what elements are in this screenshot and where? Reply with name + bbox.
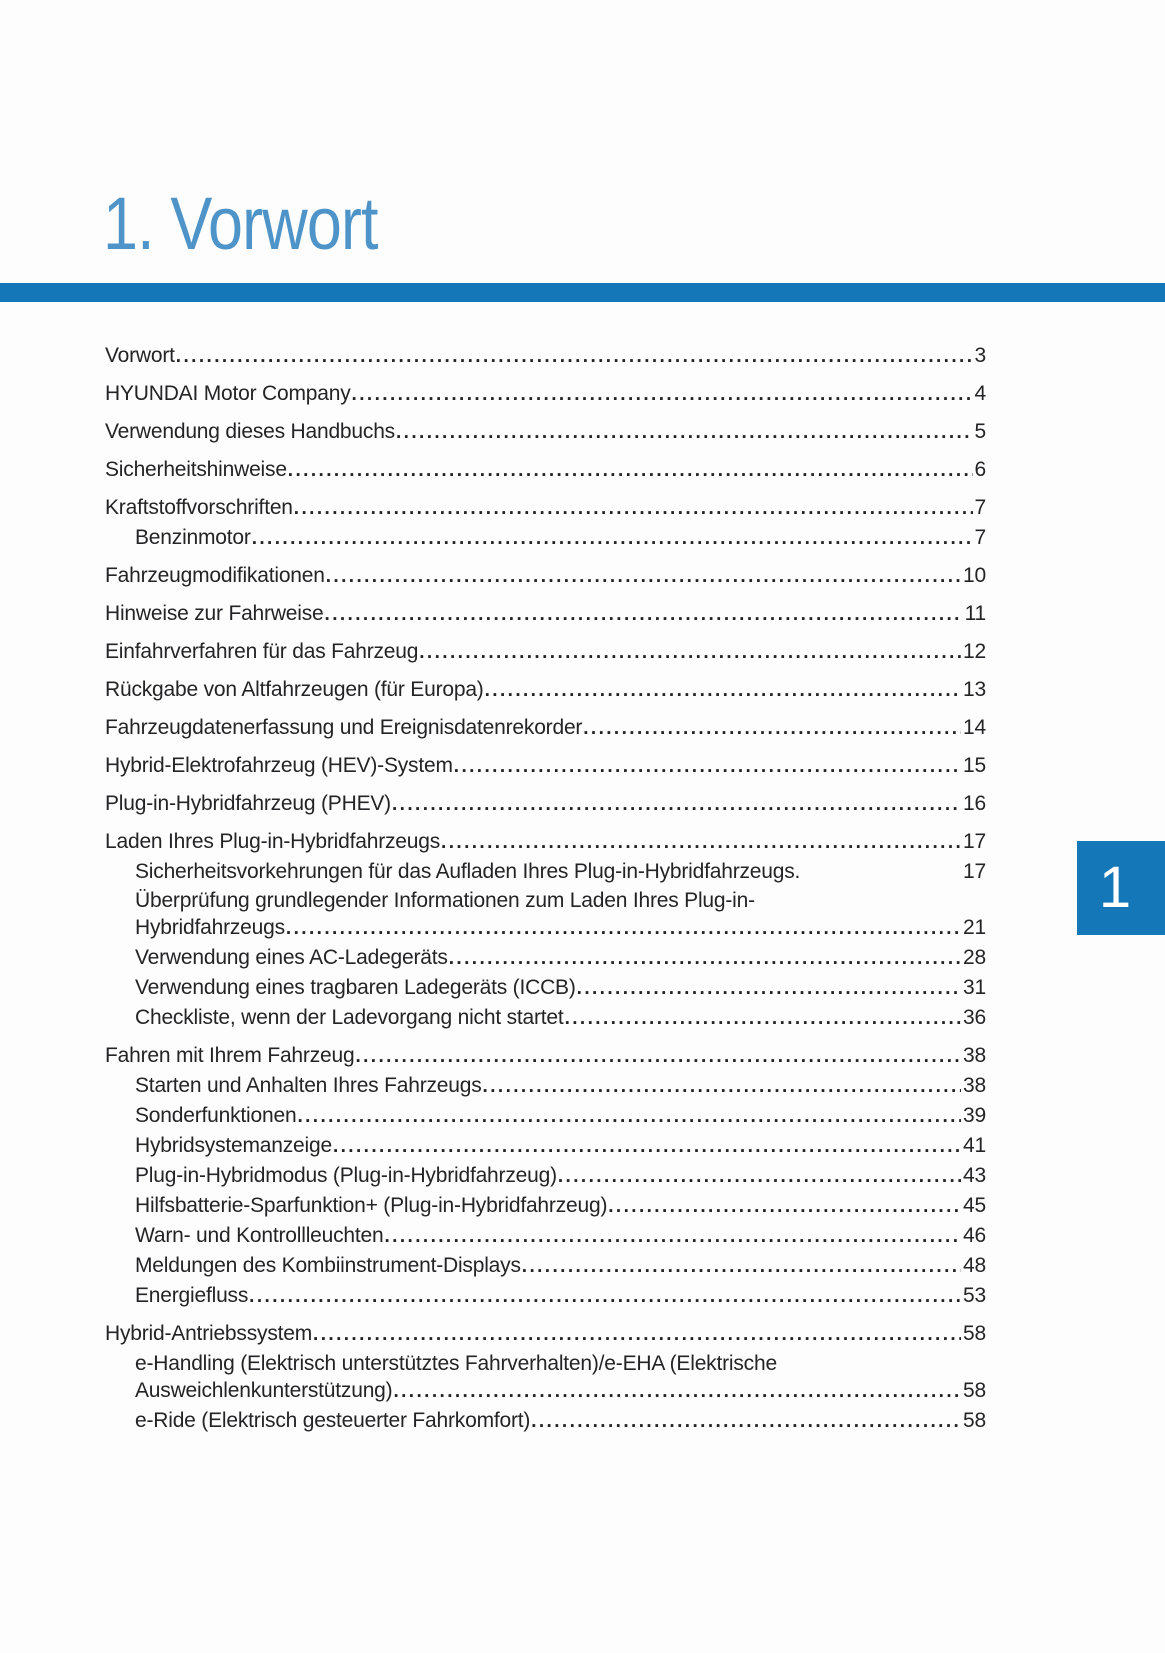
toc-entry-line: [135, 1132, 986, 1160]
leader-dots: [352, 380, 973, 408]
toc-page-number: 48: [963, 1254, 986, 1277]
toc-page-number: 31: [963, 976, 986, 999]
leader-dots: [449, 944, 961, 972]
toc-entry-line: [105, 380, 986, 408]
toc-entry[interactable]: [105, 857, 986, 886]
toc-page-number: 38: [963, 1044, 986, 1067]
toc-page-number: 58: [963, 1379, 986, 1402]
toc-page-number: 15: [963, 754, 986, 777]
toc-page-number: 7: [974, 526, 986, 549]
toc-page-number: 58: [963, 1409, 986, 1432]
table-of-contents: [105, 333, 986, 1436]
toc-entry-line: [135, 1282, 986, 1310]
toc-page-number: 3: [974, 344, 986, 367]
toc-page-number: 46: [963, 1224, 986, 1247]
toc-entry-label: Kraftstoffvorschriften: [105, 496, 293, 519]
toc-entry-line: [135, 914, 986, 942]
toc-entry[interactable]: [105, 523, 986, 553]
title-divider-bar: [0, 283, 1165, 302]
toc-page-number: 10: [963, 564, 986, 587]
leader-dots: [393, 1377, 961, 1405]
leader-dots: [396, 418, 973, 446]
toc-entry-label: Starten und Anhalten Ihres Fahrzeugs: [135, 1074, 482, 1097]
leader-dots: [531, 1407, 961, 1435]
toc-page-number: 17: [963, 830, 986, 853]
toc-entry-label: Plug-in-Hybridfahrzeug (PHEV): [105, 792, 391, 815]
toc-entry[interactable]: [105, 1131, 986, 1161]
toc-entry-line: [135, 1407, 986, 1435]
toc-entry-label: Fahren mit Ihrem Fahrzeug: [105, 1044, 355, 1067]
toc-entry[interactable]: [105, 675, 986, 705]
toc-entry[interactable]: [105, 886, 986, 943]
toc-page-number: 5: [974, 420, 986, 443]
toc-entry-label: HYUNDAI Motor Company: [105, 382, 351, 405]
toc-entry-label: Sonderfunktionen: [135, 1104, 297, 1127]
toc-entry-label: Hilfsbatterie-Sparfunktion+ (Plug-in-Hybridfahrzeug): [135, 1194, 608, 1217]
toc-entry-line: [135, 1072, 986, 1100]
leader-dots: [608, 1192, 961, 1220]
leader-dots: [288, 456, 973, 484]
toc-page-number: 41: [963, 1134, 986, 1157]
leader-dots: [419, 638, 961, 666]
toc-entry[interactable]: [105, 1319, 986, 1349]
toc-entry[interactable]: [105, 943, 986, 973]
toc-page-number: 16: [963, 792, 986, 815]
toc-page-number: 21: [963, 916, 986, 939]
toc-entry-label: Hybrid-Elektrofahrzeug (HEV)-System: [105, 754, 453, 777]
toc-page-number: 45: [963, 1194, 986, 1217]
leader-dots: [483, 1072, 962, 1100]
toc-entry-line: [105, 752, 986, 780]
toc-entry-line: [105, 790, 986, 818]
toc-entry-line: [105, 714, 986, 742]
leader-dots: [565, 1004, 961, 1032]
toc-entry-label: Hinweise zur Fahrweise: [105, 602, 324, 625]
toc-page-number: 4: [974, 382, 986, 405]
leader-dots: [558, 1162, 961, 1190]
leader-dots: [583, 714, 961, 742]
toc-page-number: 43: [963, 1164, 986, 1187]
leader-dots: [294, 494, 973, 522]
toc-entry-label: Einfahrverfahren für das Fahrzeug: [105, 640, 419, 663]
toc-entry-label: Rückgabe von Altfahrzeugen (für Europa): [105, 678, 484, 701]
toc-entry-label: Fahrzeugdatenerfassung und Ereignisdatenrekorder: [105, 716, 583, 739]
toc-entry-label: Plug-in-Hybridmodus (Plug-in-Hybridfahrzeug): [135, 1164, 557, 1187]
leader-dots: [392, 790, 961, 818]
toc-entry[interactable]: [105, 1101, 986, 1131]
leader-dots: [286, 914, 961, 942]
toc-entry-label: Verwendung dieses Handbuchs: [105, 420, 395, 443]
toc-page-number: 13: [963, 678, 986, 701]
toc-entry[interactable]: [105, 561, 986, 591]
toc-entry-label: Verwendung eines tragbaren Ladegeräts (ICCB): [135, 976, 576, 999]
leader-dots: [485, 676, 961, 704]
leader-dots: [297, 1102, 961, 1130]
leader-dots: [522, 1252, 961, 1280]
toc-entry[interactable]: [105, 1003, 986, 1033]
toc-entry-line: [135, 1252, 986, 1280]
toc-page-number: 58: [963, 1322, 986, 1345]
toc-entry[interactable]: [105, 1071, 986, 1101]
toc-page-number: 36: [963, 1006, 986, 1029]
toc-entry-label: Benzinmotor: [135, 526, 251, 549]
leader-dots: [325, 600, 963, 628]
leader-dots: [454, 752, 961, 780]
toc-entry-label: Checkliste, wenn der Ladevorgang nicht startet: [135, 1006, 564, 1029]
toc-entry-line: [105, 494, 986, 522]
leader-dots: [326, 562, 961, 590]
toc-entry-line: [105, 828, 986, 856]
toc-page-number: 53: [963, 1284, 986, 1307]
toc-entry[interactable]: [105, 417, 986, 447]
toc-entry[interactable]: [105, 827, 986, 857]
leader-dots: [176, 342, 973, 370]
toc-page-number: 12: [963, 640, 986, 663]
toc-entry[interactable]: [105, 599, 986, 629]
toc-entry-label: Ausweichlenkunterstützung): [135, 1379, 393, 1402]
toc-entry-line: [105, 600, 986, 628]
toc-entry-line: [105, 1320, 986, 1348]
toc-entry[interactable]: [105, 713, 986, 743]
toc-page-number: 7: [974, 496, 986, 519]
toc-entry[interactable]: [105, 1349, 986, 1406]
toc-entry-line: [135, 858, 986, 885]
toc-entry-line: [135, 1102, 986, 1130]
toc-entry-line: [135, 1222, 986, 1250]
leader-dots: [385, 1222, 962, 1250]
leader-dots: [577, 974, 961, 1002]
toc-entry[interactable]: [105, 1191, 986, 1221]
toc-entry-label: Hybrid-Antriebssystem: [105, 1322, 313, 1345]
toc-page-number: 6: [974, 458, 986, 481]
toc-entry-label: Fahrzeugmodifikationen: [105, 564, 325, 587]
toc-entry-label: e-Ride (Elektrisch gesteuerter Fahrkomfort): [135, 1409, 531, 1432]
leader-dots: [441, 828, 961, 856]
toc-page-number: 11: [964, 602, 986, 625]
toc-entry-label: Warn- und Kontrollleuchten: [135, 1224, 384, 1247]
toc-entry-label: Laden Ihres Plug-in-Hybridfahrzeugs: [105, 830, 441, 853]
toc-page-number: 14: [963, 716, 986, 739]
toc-entry-line: [105, 1042, 986, 1070]
toc-entry-line: [135, 1004, 986, 1032]
toc-entry-line: [105, 638, 986, 666]
toc-entry-label: Verwendung eines AC-Ladegeräts: [135, 946, 448, 969]
toc-entry-line: [105, 562, 986, 590]
toc-entry[interactable]: [105, 455, 986, 485]
toc-entry[interactable]: [105, 637, 986, 667]
toc-entry-line: [135, 944, 986, 972]
toc-entry-line: [105, 676, 986, 704]
toc-page-number: 28: [963, 946, 986, 969]
toc-entry[interactable]: [105, 1221, 986, 1251]
toc-entry[interactable]: [105, 973, 986, 1003]
toc-page-number: 38: [963, 1074, 986, 1097]
leader-dots: [355, 1042, 961, 1070]
toc-entry[interactable]: [105, 1041, 986, 1071]
toc-entry-label-line1: Überprüfung grundlegender Informationen zum Laden Ihres Plug-in-: [135, 889, 755, 912]
toc-entry-label: Energiefluss: [135, 1284, 249, 1307]
chapter-tab[interactable]: [1077, 841, 1165, 935]
toc-entry[interactable]: [105, 789, 986, 819]
toc-entry[interactable]: [105, 1281, 986, 1311]
toc-page-number: 17: [963, 860, 986, 883]
chapter-title: 1. Vorwort: [103, 182, 378, 265]
toc-entry[interactable]: [105, 1251, 986, 1281]
toc-entry-line: [105, 342, 986, 370]
toc-entry-line: [135, 1192, 986, 1220]
toc-entry-line: [135, 974, 986, 1002]
toc-entry-line: [135, 1162, 986, 1190]
toc-entry-label: Hybridfahrzeugs: [135, 916, 285, 939]
leader-dots: [333, 1132, 961, 1160]
toc-entry-line: [105, 418, 986, 446]
toc-entry[interactable]: [105, 493, 986, 523]
toc-entry-line: [135, 524, 986, 552]
toc-entry[interactable]: [105, 1406, 986, 1436]
leader-dots: [252, 524, 973, 552]
toc-entry-label: Meldungen des Kombiinstrument-Displays: [135, 1254, 521, 1277]
toc-entry-label: Vorwort: [105, 344, 175, 367]
toc-entry[interactable]: [105, 341, 986, 371]
toc-entry-label: Sicherheitsvorkehrungen für das Aufladen Ihres Plug-in-Hybridfahrzeugs.: [135, 860, 801, 883]
toc-entry[interactable]: [105, 1161, 986, 1191]
toc-entry-label-line1: e-Handling (Elektrisch unterstütztes Fahrverhalten)/e-EHA (Elektrische: [135, 1352, 777, 1375]
toc-entry-label: Sicherheitshinweise: [105, 458, 287, 481]
leader-dots: [249, 1282, 961, 1310]
toc-entry[interactable]: [105, 751, 986, 781]
toc-entry-line: [105, 456, 986, 484]
toc-entry-line: [135, 1377, 986, 1405]
toc-entry[interactable]: [105, 379, 986, 409]
toc-entry-label: Hybridsystemanzeige: [135, 1134, 332, 1157]
chapter-tab-number: 1: [1098, 854, 1132, 920]
toc-page-number: 39: [963, 1104, 986, 1127]
leader-dots: [313, 1320, 961, 1348]
